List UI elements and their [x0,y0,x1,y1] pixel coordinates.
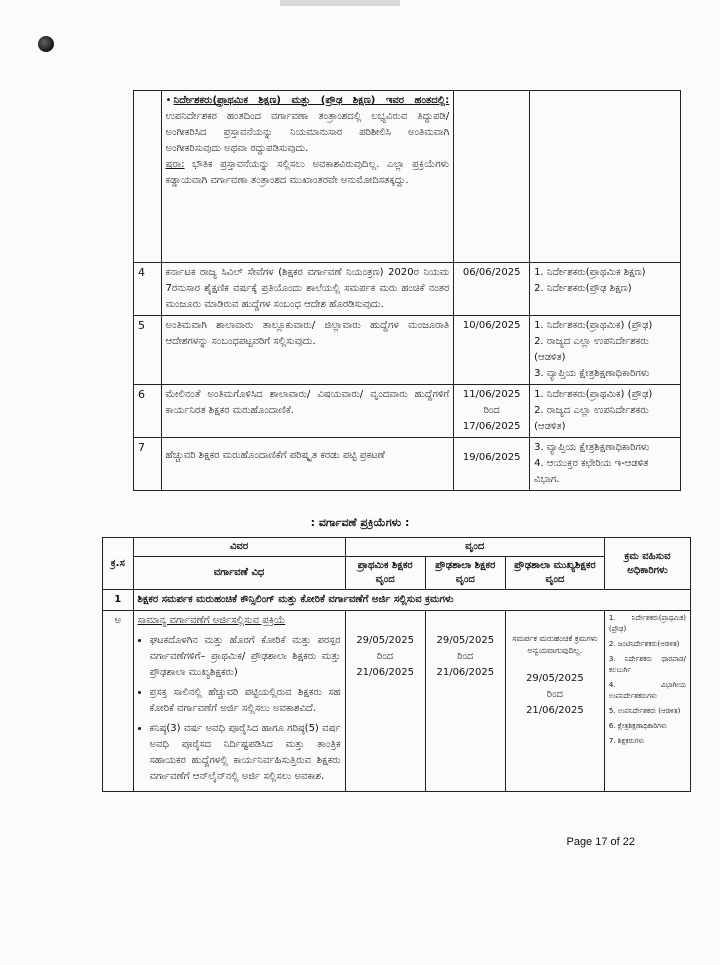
row-description: ಮೇಲಿನಂತೆ ಅಂತಿಮಗೊಳಿಸಿದ ಶಾಲಾವಾರು/ ವಿಷಯವಾರು/ ವೃಂದವಾರು ಹುದ್ದೆಗಳಿಗೆ ಕಾರ್ಯನಿರತ ಶಿಕ್ಷಕರ ಮರುಹೊಂದಾಣಿಕೆ. [161,385,454,438]
table-row [103,611,691,792]
list-item: 5. ಉಪನಿರ್ದೇಶಕರು (ಆಡಳಿತ) [608,707,681,715]
table-row [134,385,681,438]
table-row [134,438,681,491]
list-item: • ಪ್ರಸಕ್ತ ಸಾಲಿನಲ್ಲಿ ಹೆಚ್ಚುವರಿ ಪಟ್ಟಿಯಲ್ಲಿರುವ ಶಿಕ್ಷಕರು ಸಹ ಕೋರಿಕೆ ವರ್ಗಾವಣೆಗೆ ಅರ್ಜಿ ಸಲ್ಲಿಸಲು ಅವಕಾಶವಿದೆ. [150,685,341,717]
header-sno: ಕ್ರ.ಸ [103,538,134,590]
header-row [103,538,691,557]
date-from: 29/05/2025 [356,635,414,646]
authority-item: 3. ವ್ಯಾಪ್ತಿಯ ಕ್ಷೇತ್ರಶಿಕ್ಷಣಾಧಿಕಾರಿಗಳು [534,368,650,379]
directors-level-heading: ನಿರ್ದೇಶಕರು(ಪ್ರಾಥಮಿಕ ಶಿಕ್ಷಣ) ಮತ್ತು (ಪ್ರೌಢ ಶಿಕ್ಷಣ) ಇವರ ಹಂತದಲ್ಲಿ: [173,95,450,106]
list-item: • ಘಟಕದೊಳಗಿನ ಮತ್ತು ಹೊರಗೆ ಕೋರಿಕೆ ಮತ್ತು ಪರಸ್ಪರ ವರ್ಗಾವಣೆಗಳಿಗೆ– ಪ್ರಾಥಮಿಕ/ ಪ್ರೌಢಶಾಲಾ ಶಿಕ್ಷಕರು ಮತ್ತು ಪ್ರೌಢಶಾಲಾ ಮುಖ್ಯಶಿಕ್ಷಕರು) [150,633,341,681]
row-number: 4 [134,263,162,316]
date-separator: ರಿಂದ [377,651,394,662]
schedule-table [133,90,681,491]
list-item: 4. ವಿಭಾಗೀಯ ಉಪನಿರ್ದೇಶಕರುಗಳು [608,681,686,700]
row-description: • ನಿರ್ದೇಶಕರು(ಪ್ರಾಥಮಿಕ ಶಿಕ್ಷಣ) ಮತ್ತು (ಪ್ರೌಢ ಶಿಕ್ಷಣ) ಇವರ ಹಂತದಲ್ಲಿ: ಉಪನಿರ್ದೇಶಕರ ಹಂತದಿಂದ ವರ್ಗಾವಣಾ ತಂತ್ರಾಂಶದಲ್ಲಿ ಲಭ್ಯವಿರುವ ತಿದ್ದುಪಡಿ/ಅಂಗೀಕರಿಸಿದ ಪ್ರಸ್ತಾವನೆಯನ್ನು ನಿಯಮಾನುಸಾರ ಪರಿಶೀಲಿಸಿ ಅಂತಿಮವಾಗಿ ಅಂಗೀಕರಿಸುವುದು ಅಥವಾ ರದ್ದುಪಡಿಸುವುದು. ಷರಾ: ಭೌತಿಕ ಪ್ರಸ್ತಾವನೆಯನ್ನು ಸಲ್ಲಿಸಲು ಅವಕಾಶವಿರುವುದಿಲ್ಲ. ಎಲ್ಲಾ ಪ್ರಕ್ರಿಯೆಗಳು ಕಡ್ಡಾಯವಾಗಿ ವರ್ಗಾವಣಾ ತಂತ್ರಾಂಶದ ಮುಖಾಂತರವೇ ಅನುಮೋದಿಸತಕ್ಕದ್ದು. [161,91,454,263]
list-item: 1. ನಿರ್ದೇಶಕರು(ಪ್ರಾಥಮಿಕ)(ಪ್ರೌಢ) [608,614,686,633]
list-item: 2. ಜಂಟಿನಿರ್ದೇಶಕರು(ಆಡಳಿತ) [608,640,680,648]
authority-item: 2. ರಾಜ್ಯದ ಎಲ್ಲಾ ಉಪನಿರ್ದೇಶಕರು (ಆಡಳಿತ) [534,336,649,363]
date-from: 29/05/2025 [526,673,584,684]
authority-item: 2. ರಾಜ್ಯದ ಎಲ್ಲಾ ಉಪನಿರ್ದೇಶಕರು (ಆಡಳಿತ) [534,405,649,432]
list-item: 6. ಕ್ಷೇತ್ರಶಿಕ್ಷಣಾಧಿಕಾರಿಗಳು [608,722,667,730]
table-row [134,263,681,316]
authority-item: 4. ಆಯುಕ್ತರ ಕಛೇರಿಯ ಇ-ಆಡಳಿತ ವಿಭಾಗ. [534,458,649,485]
header-headmaster: ಪ್ರೌಢಶಾಲಾ ಮುಖ್ಯಶಿಕ್ಷಕರ ವೃಂದ [505,557,604,590]
headmaster-dates [505,611,604,792]
date-to: 17/06/2025 [462,421,521,432]
authority-item: 2. ನಿರ್ದೇಶಕರು(ಪ್ರೌಢ ಶಿಕ್ಷಣ) [534,283,632,294]
section-number: 1 [103,590,134,611]
section-row [103,590,691,611]
list-item: • ಕನಿಷ್ಠ(3) ವರ್ಷ ಅವಧಿ ಪೂರೈಸಿದ ಹಾಗೂ ಗರಿಷ್ಠ(5) ವರ್ಷ ಅವಧಿ ಪೂರೈಸದ ನಿರ್ದಿಷ್ಟಪಡಿಸಿದ ಮತ್ತು ತಾಂತ್ರಿಕ ಸಹಾಯಕರ ಹುದ್ದೆಗಳಲ್ಲಿ ಕಾರ್ಯನಿರ್ವಹಿಸುತ್ತಿರುವ ಶಿಕ್ಷಕರು ವರ್ಗಾವಣೆಗೆ ಆನ್‌ಲೈನ್‌ನಲ್ಲಿ ಅರ್ಜಿ ಸಲ್ಲಿಸಲು ಅವಕಾಶ. [150,721,341,785]
directors-level-text: ಉಪನಿರ್ದೇಶಕರ ಹಂತದಿಂದ ವರ್ಗಾವಣಾ ತಂತ್ರಾಂಶದಲ್ಲಿ ಲಭ್ಯವಿರುವ ತಿದ್ದುಪಡಿ/ಅಂಗೀಕರಿಸಿದ ಪ್ರಸ್ತಾವನೆಯನ್ನು ನಿಯಮಾನುಸಾರ ಪರಿಶೀಲಿಸಿ ಅಂತಿಮವಾಗಿ ಅಂಗೀಕರಿಸುವುದು ಅಥವಾ ರದ್ದುಪಡಿಸುವುದು. [165,111,450,154]
authority-item: 1. ನಿರ್ದೇಶಕರು(ಪ್ರಾಥಮಿಕ ಶಿಕ್ಷಣ) [534,267,646,278]
punch-hole [38,36,54,52]
list-item: 3. ನಿರ್ದೇಶಕರು ಧಾರವಾಡ/ಕಲಬುರ್ಗಿ [608,655,686,674]
row-date [454,91,530,263]
row-authority [530,385,681,438]
row-letter: ಅ [103,611,134,792]
row-description: ಹೆಚ್ಚುವರಿ ಶಿಕ್ಷಕರ ಮರುಹೊಂದಾಣಿಕೆಗೆ ಪರಿಷ್ಕೃತ ಕರಡು ಪಟ್ಟಿ ಪ್ರಕಟಣೆ [161,438,454,491]
note-label: ಷರಾ: [165,159,185,170]
page-number: Page 17 of 22 [566,836,635,848]
row-authority [530,438,681,491]
highschool-dates [425,611,505,792]
row-description: ಕರ್ನಾಟಕ ರಾಜ್ಯ ಸಿವಿಲ್ ಸೇವೆಗಳ (ಶಿಕ್ಷಕರ ವರ್ಗಾವಣೆ ನಿಯಂತ್ರಣ) 2020ರ ನಿಯಮ 7ರನುಸಾರ ಶೈಕ್ಷಣಿಕ ವರ್ಷಕ್ಕೆ ಪ್ರತಿಯೊಂದು ಶಾಲೆಯಲ್ಲಿ ಸಮರ್ಪಕ ಮರು ಹಂಚಿಕೆ ನಂತರ ಮಂಜೂರು ಮಾಡಿರುವ ಹುದ್ದೆಗಳ ಸಂಬಂಧ ಆದೇಶ ಹೊರಡಿಸುವುದು. [161,263,454,316]
authority-item: 1. ನಿರ್ದೇಶಕರು(ಪ್ರಾಥಮಿಕ) (ಪ್ರೌಢ) [534,320,653,331]
process-title: ಸಾಮಾನ್ಯ ವರ್ಗಾವಣೆಗೆ ಅರ್ಜಿಸಲ್ಲಿಸುವ ಪ್ರಕ್ರಿಯೆ [137,615,286,626]
authority-item: 1. ನಿರ್ದೇಶಕರು(ಪ್ರಾಥಮಿಕ) (ಪ್ರೌಢ) [534,389,653,400]
row-number: 5 [134,316,162,385]
note-text: ಭೌತಿಕ ಪ್ರಸ್ತಾವನೆಯನ್ನು ಸಲ್ಲಿಸಲು ಅವಕಾಶವಿರುವುದಿಲ್ಲ. ಎಲ್ಲಾ ಪ್ರಕ್ರಿಯೆಗಳು ಕಡ್ಡಾಯವಾಗಿ ವರ್ಗಾವಣಾ ತಂತ್ರಾಂಶದ ಮುಖಾಂತರವೇ ಅನುಮೋದಿಸತಕ್ಕದ್ದು. [165,159,450,186]
authority-list [609,613,686,747]
table-row [134,91,681,263]
header-authority: ಕ್ರಮ ವಹಿಸುವ ಅಧಿಕಾರಿಗಳು [604,538,690,590]
date-separator: ರಿಂದ [546,689,563,700]
row-number: 6 [134,385,162,438]
primary-dates [345,611,425,792]
header-highschool: ಪ್ರೌಢಶಾಲಾ ಶಿಕ್ಷಕರ ವೃಂದ [425,557,505,590]
row-date: 19/06/2025 [454,438,530,491]
date-to: 21/06/2025 [436,667,495,678]
header-cadre: ವೃಂದ [345,538,604,557]
header-primary: ಪ್ರಾಥಮಿಕ ಶಿಕ್ಷಕರ ವೃಂದ [345,557,425,590]
date-to: 21/06/2025 [356,667,414,678]
row-authority [530,316,681,385]
transfer-process-table [102,537,691,792]
row-date: 06/06/2025 [454,263,530,316]
row-number: 7 [134,438,162,491]
row-date: 10/06/2025 [454,316,530,385]
row-date [454,385,530,438]
authority-item: 3. ವ್ಯಾಪ್ತಿಯ ಕ್ಷೇತ್ರಶಿಕ್ಷಣಾಧಿಕಾರಿಗಳು [534,442,650,453]
process-bullets [138,633,341,785]
section-heading: : ವರ್ಗಾವಣೆ ಪ್ರಕ್ರಿಯೆಗಳು : [310,516,410,529]
section-title: ಶಿಕ್ಷಕರ ಸಮರ್ಪಕ ಮರುಹಂಚಿಕೆ ಕೌನ್ಸಿಲಿಂಗ್ ಮತ್ತು ಕೋರಿಕೆ ವರ್ಗಾವಣೆಗೆ ಅರ್ಜಿ ಸಲ್ಲಿಸುವ ಕ್ರಮಗಳು [133,590,690,611]
table-row [134,316,681,385]
headmaster-note: ಸಮರ್ಪಕ ಮರುಹಂಚಿಕೆ ಕ್ರಮಗಳು ಅನ್ವಯವಾಗುವುದಿಲ್ಲ. [512,634,598,655]
authority-list-cell [604,611,690,792]
process-details [133,611,345,792]
date-separator: ರಿಂದ [457,651,474,662]
header-method: ವರ್ಗಾವಣೆ ವಿಧ [133,557,345,590]
list-item: 7. ಶಿಕ್ಷಕರುಗಳು [608,737,645,745]
scan-edge-mark [280,0,400,6]
header-details: ವಿವರ [133,538,345,557]
row-number [134,91,162,263]
date-from: 29/05/2025 [436,635,495,646]
date-separator: ರಿಂದ [483,405,500,416]
date-to: 21/06/2025 [526,705,584,716]
row-authority [530,263,681,316]
row-authority [530,91,681,263]
row-description: ಅಂತಿಮವಾಗಿ ಶಾಲಾವಾರು ತಾಲ್ಲೂಕುವಾರು/ ಜಿಲ್ಲಾವಾರು ಹುದ್ದೆಗಳ ಮಂಜೂರಾತಿ ಆದೇಶಗಳನ್ನು ಸಂಬಂಧಪಟ್ಟವರಿಗೆ ಸಲ್ಲಿಸುವುದು. [161,316,454,385]
header-row [103,557,691,590]
date-from: 11/06/2025 [462,389,521,400]
